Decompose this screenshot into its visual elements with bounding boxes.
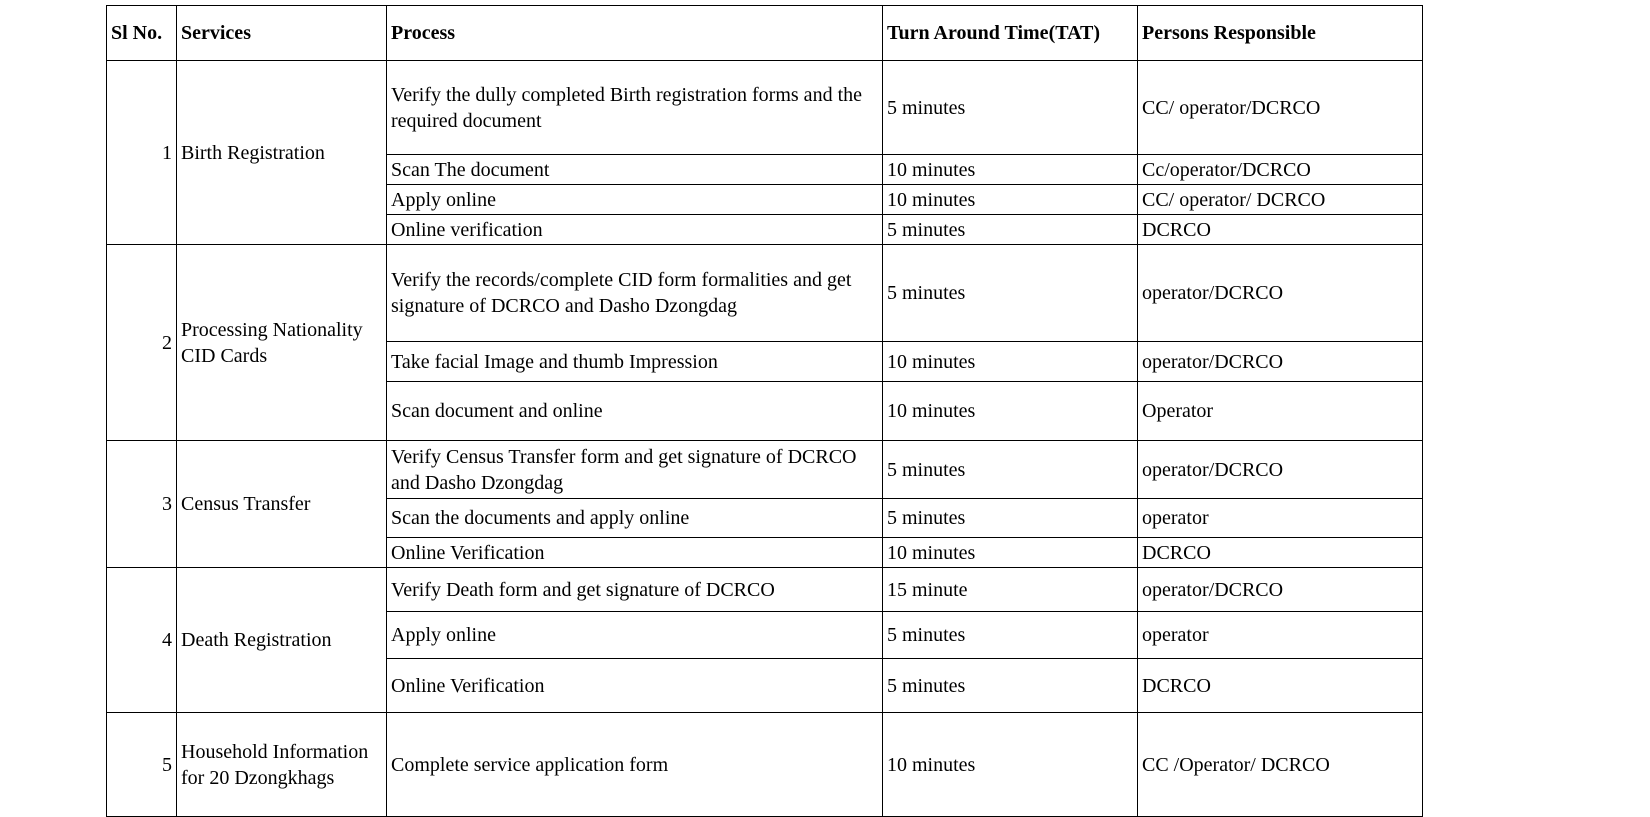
persons-cell: Cc/operator/DCRCO [1138, 155, 1423, 185]
persons-cell: DCRCO [1138, 538, 1423, 568]
service-name-cell: Birth Registration [177, 61, 387, 245]
services-sheet [106, 5, 1423, 817]
process-cell: Verify the dully completed Birth registration forms and the required document [387, 61, 883, 155]
process-cell: Scan document and online [387, 382, 883, 441]
process-cell: Scan the documents and apply online [387, 499, 883, 538]
tat-cell: 5 minutes [883, 659, 1138, 713]
tat-cell: 10 minutes [883, 155, 1138, 185]
process-cell: Apply online [387, 612, 883, 659]
tat-cell: 10 minutes [883, 713, 1138, 817]
table-row [107, 441, 1423, 499]
tat-cell: 5 minutes [883, 245, 1138, 342]
sl-no-cell: 5 [107, 713, 177, 817]
table-row [107, 61, 1423, 155]
process-cell: Online verification [387, 215, 883, 245]
process-cell: Online Verification [387, 538, 883, 568]
table-row [107, 245, 1423, 342]
process-cell: Online Verification [387, 659, 883, 713]
sl-no-cell: 1 [107, 61, 177, 245]
process-cell: Complete service application form [387, 713, 883, 817]
tat-cell: 10 minutes [883, 342, 1138, 382]
header-process: Process [387, 6, 883, 61]
tat-cell: 10 minutes [883, 382, 1138, 441]
tat-cell: 10 minutes [883, 185, 1138, 215]
tat-cell: 10 minutes [883, 538, 1138, 568]
persons-cell: operator [1138, 612, 1423, 659]
process-cell: Verify Death form and get signature of DCRCO [387, 568, 883, 612]
persons-cell: DCRCO [1138, 659, 1423, 713]
tat-cell: 5 minutes [883, 215, 1138, 245]
persons-cell: operator/DCRCO [1138, 441, 1423, 499]
service-name-cell: Death Registration [177, 568, 387, 713]
tat-cell: 15 minute [883, 568, 1138, 612]
persons-cell: operator/DCRCO [1138, 342, 1423, 382]
header-tat: Turn Around Time(TAT) [883, 6, 1138, 61]
service-name-cell: Census Transfer [177, 441, 387, 568]
service-name-cell: Processing Nationality CID Cards [177, 245, 387, 441]
sl-no-cell: 3 [107, 441, 177, 568]
header-services: Services [177, 6, 387, 61]
persons-cell: CC/ operator/DCRCO [1138, 61, 1423, 155]
sl-no-cell: 4 [107, 568, 177, 713]
tat-cell: 5 minutes [883, 499, 1138, 538]
persons-cell: Operator [1138, 382, 1423, 441]
table-row [107, 713, 1423, 817]
persons-cell: operator/DCRCO [1138, 568, 1423, 612]
persons-cell: CC /Operator/ DCRCO [1138, 713, 1423, 817]
sl-no-cell: 2 [107, 245, 177, 441]
process-cell: Verify Census Transfer form and get signature of DCRCO and Dasho Dzongdag [387, 441, 883, 499]
tat-cell: 5 minutes [883, 61, 1138, 155]
process-cell: Scan The document [387, 155, 883, 185]
persons-cell: CC/ operator/ DCRCO [1138, 185, 1423, 215]
process-cell: Take facial Image and thumb Impression [387, 342, 883, 382]
table-row [107, 568, 1423, 612]
process-cell: Apply online [387, 185, 883, 215]
tat-table [106, 5, 1423, 817]
header-row [107, 6, 1423, 61]
header-sl-no: Sl No. [107, 6, 177, 61]
tat-cell: 5 minutes [883, 441, 1138, 499]
header-persons: Persons Responsible [1138, 6, 1423, 61]
persons-cell: operator/DCRCO [1138, 245, 1423, 342]
persons-cell: DCRCO [1138, 215, 1423, 245]
service-name-cell: Household Information for 20 Dzongkhags [177, 713, 387, 817]
process-cell: Verify the records/complete CID form formalities and get signature of DCRCO and Dasho Dzongdag [387, 245, 883, 342]
tat-cell: 5 minutes [883, 612, 1138, 659]
persons-cell: operator [1138, 499, 1423, 538]
